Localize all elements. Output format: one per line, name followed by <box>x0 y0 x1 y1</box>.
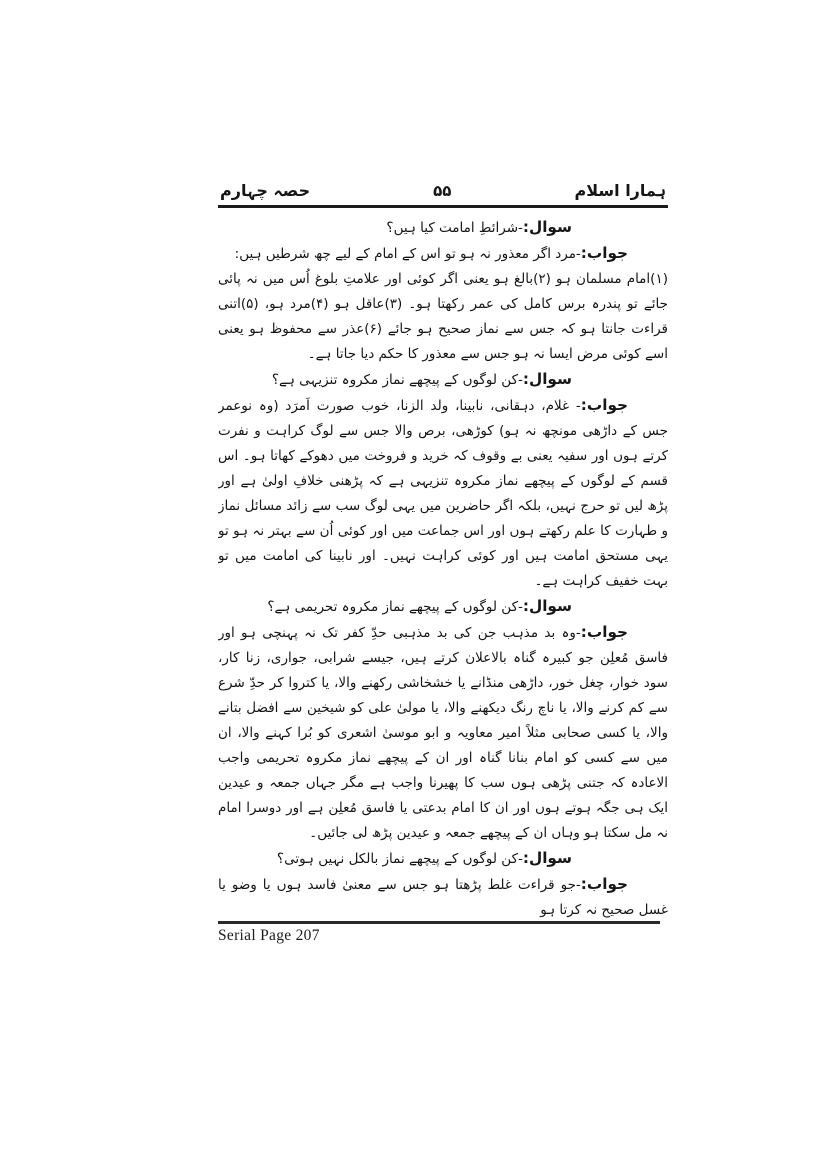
qa-block-4 <box>218 846 668 923</box>
answer-paragraph <box>218 393 668 594</box>
question-label: سوال: <box>522 597 572 615</box>
answer-text: -وہ بد مذہب جن کی بد مذہبی حدِّ کفر تک نہ پہنچی ہو اور فاسق مُعلِن جو کبیرہ گناہ بالاعلان کرتے ہیں، جیسے شرابی، جواری، زنا کار، سود خوار، چغل خور، داڑھی منڈانے یا خشخاشی رکھنے والا، یا کتروا کر حدِّ شرع سے کم کرنے والا، یا ناچ رنگ دیکھنے والا، یا مولیٰ علی کو شیخین سے افضل بتانے والا، یا کسی صحابی مثلاً امیر معاویہ و ابو موسیٰ اشعری کو بُرا کہنے والا، ان میں سے کسی کو امام بنانا گناہ اور ان کے پیچھے نماز مکروہ تحریمی واجب الاعادہ کہ جتنی پڑھی ہوں سب کا پھیرنا واجب ہے مگر جہاں جمعہ و عیدین ایک ہی جگہ ہوتے ہوں اور ان کا امام بدعتی یا فاسق مُعلِن ہے اور دوسرا امام نہ مل سکتا ہو وہاں ان کے پیچھے جمعہ و عیدین پڑھ لی جائیں۔ <box>218 625 668 841</box>
part-title: حصہ چہارم <box>220 181 311 200</box>
page-footer <box>218 921 660 945</box>
qa-block-1 <box>218 215 668 367</box>
question-line <box>218 367 668 393</box>
answer-paragraph <box>218 241 668 267</box>
qa-text-block <box>218 215 668 927</box>
answer-list-paragraph: (۱)امام مسلمان ہو (۲)بالغ ہو یعنی اگر کوئی اور علامتِ بلوغ اُس میں نہ پائی جائے تو پندرہ برس کامل کی عمر رکھتا ہو۔ (۳)عاقل ہو (۴)مرد ہو، (۵)اتنی قراءت جانتا ہو کہ جس سے نماز صحیح ہو جائے (۶)عذر سے محفوظ ہو یعنی اسے کوئی مرض ایسا نہ ہو جس سے معذور کا حکم دیا جاتا ہے۔ <box>218 271 668 362</box>
book-title: ہمارا اسلام <box>574 181 666 200</box>
question-label: سوال: <box>522 218 572 236</box>
answer-text: -جو قراءت غلط پڑھتا ہو جس سے معنیٰ فاسد ہوں یا وضو یا غسل صحیح نہ کرتا ہو <box>218 877 668 918</box>
question-label: سوال: <box>522 370 572 388</box>
question-text: -شرائطِ امامت کیا ہیں؟ <box>386 220 523 236</box>
answer-paragraph <box>218 872 668 923</box>
qa-block-2 <box>218 367 668 594</box>
page-content <box>218 181 668 927</box>
answer-intro-text: -مرد اگر معذور نہ ہو تو اس کے امام کے لیے چھ شرطیں ہیں: <box>234 246 581 262</box>
answer-paragraph <box>218 620 668 846</box>
serial-page-label: Serial Page 207 <box>218 927 320 944</box>
question-text: -کن لوگوں کے پیچھے نماز مکروہ تنزیہی ہے؟ <box>271 372 523 388</box>
qa-block-3 <box>218 594 668 846</box>
question-text: -کن لوگوں کے پیچھے نماز مکروہ تحریمی ہے؟ <box>267 599 523 615</box>
question-line <box>218 215 668 241</box>
answer-label: جواب: <box>580 244 628 262</box>
answer-label: جواب: <box>580 396 628 414</box>
question-line <box>218 846 668 872</box>
page-header <box>218 181 668 208</box>
question-label: سوال: <box>522 849 572 867</box>
question-line <box>218 594 668 620</box>
question-text: -کن لوگوں کے پیچھے نماز بالکل نہیں ہوتی؟ <box>276 851 523 867</box>
answer-text: - غلام، دہقانی، نابینا، ولد الزنا، خوب صورت اَمرَد (وہ نوعمر جس کے داڑھی مونچھ نہ ہو) کوڑھی، برص والا جس سے لوگ کراہت و نفرت کرتے ہوں اور سفیہ یعنی بے وقوف کہ خرید و فروخت میں دھوکے کھاتا ہو۔ اس قسم کے لوگوں کے پیچھے نماز مکروہ تنزیہی ہے کہ پڑھنی خلافِ اولیٰ ہے اور پڑھ لیں تو حرج نہیں، بلکہ اگر حاضرین میں یہی لوگ سب سے زائد مسائل نماز و طہارت کا علم رکھتے ہوں اور اس جماعت میں اور کوئی اُن سے بہتر نہ ہو تو یہی مستحق امامت ہیں اور کوئی کراہت نہیں۔ اور نابینا کی امامت میں تو بہت خفیف کراہت ہے۔ <box>218 398 668 589</box>
page-number: ۵۵ <box>433 182 452 200</box>
answer-label: جواب: <box>580 623 628 641</box>
answer-label: جواب: <box>580 875 628 893</box>
